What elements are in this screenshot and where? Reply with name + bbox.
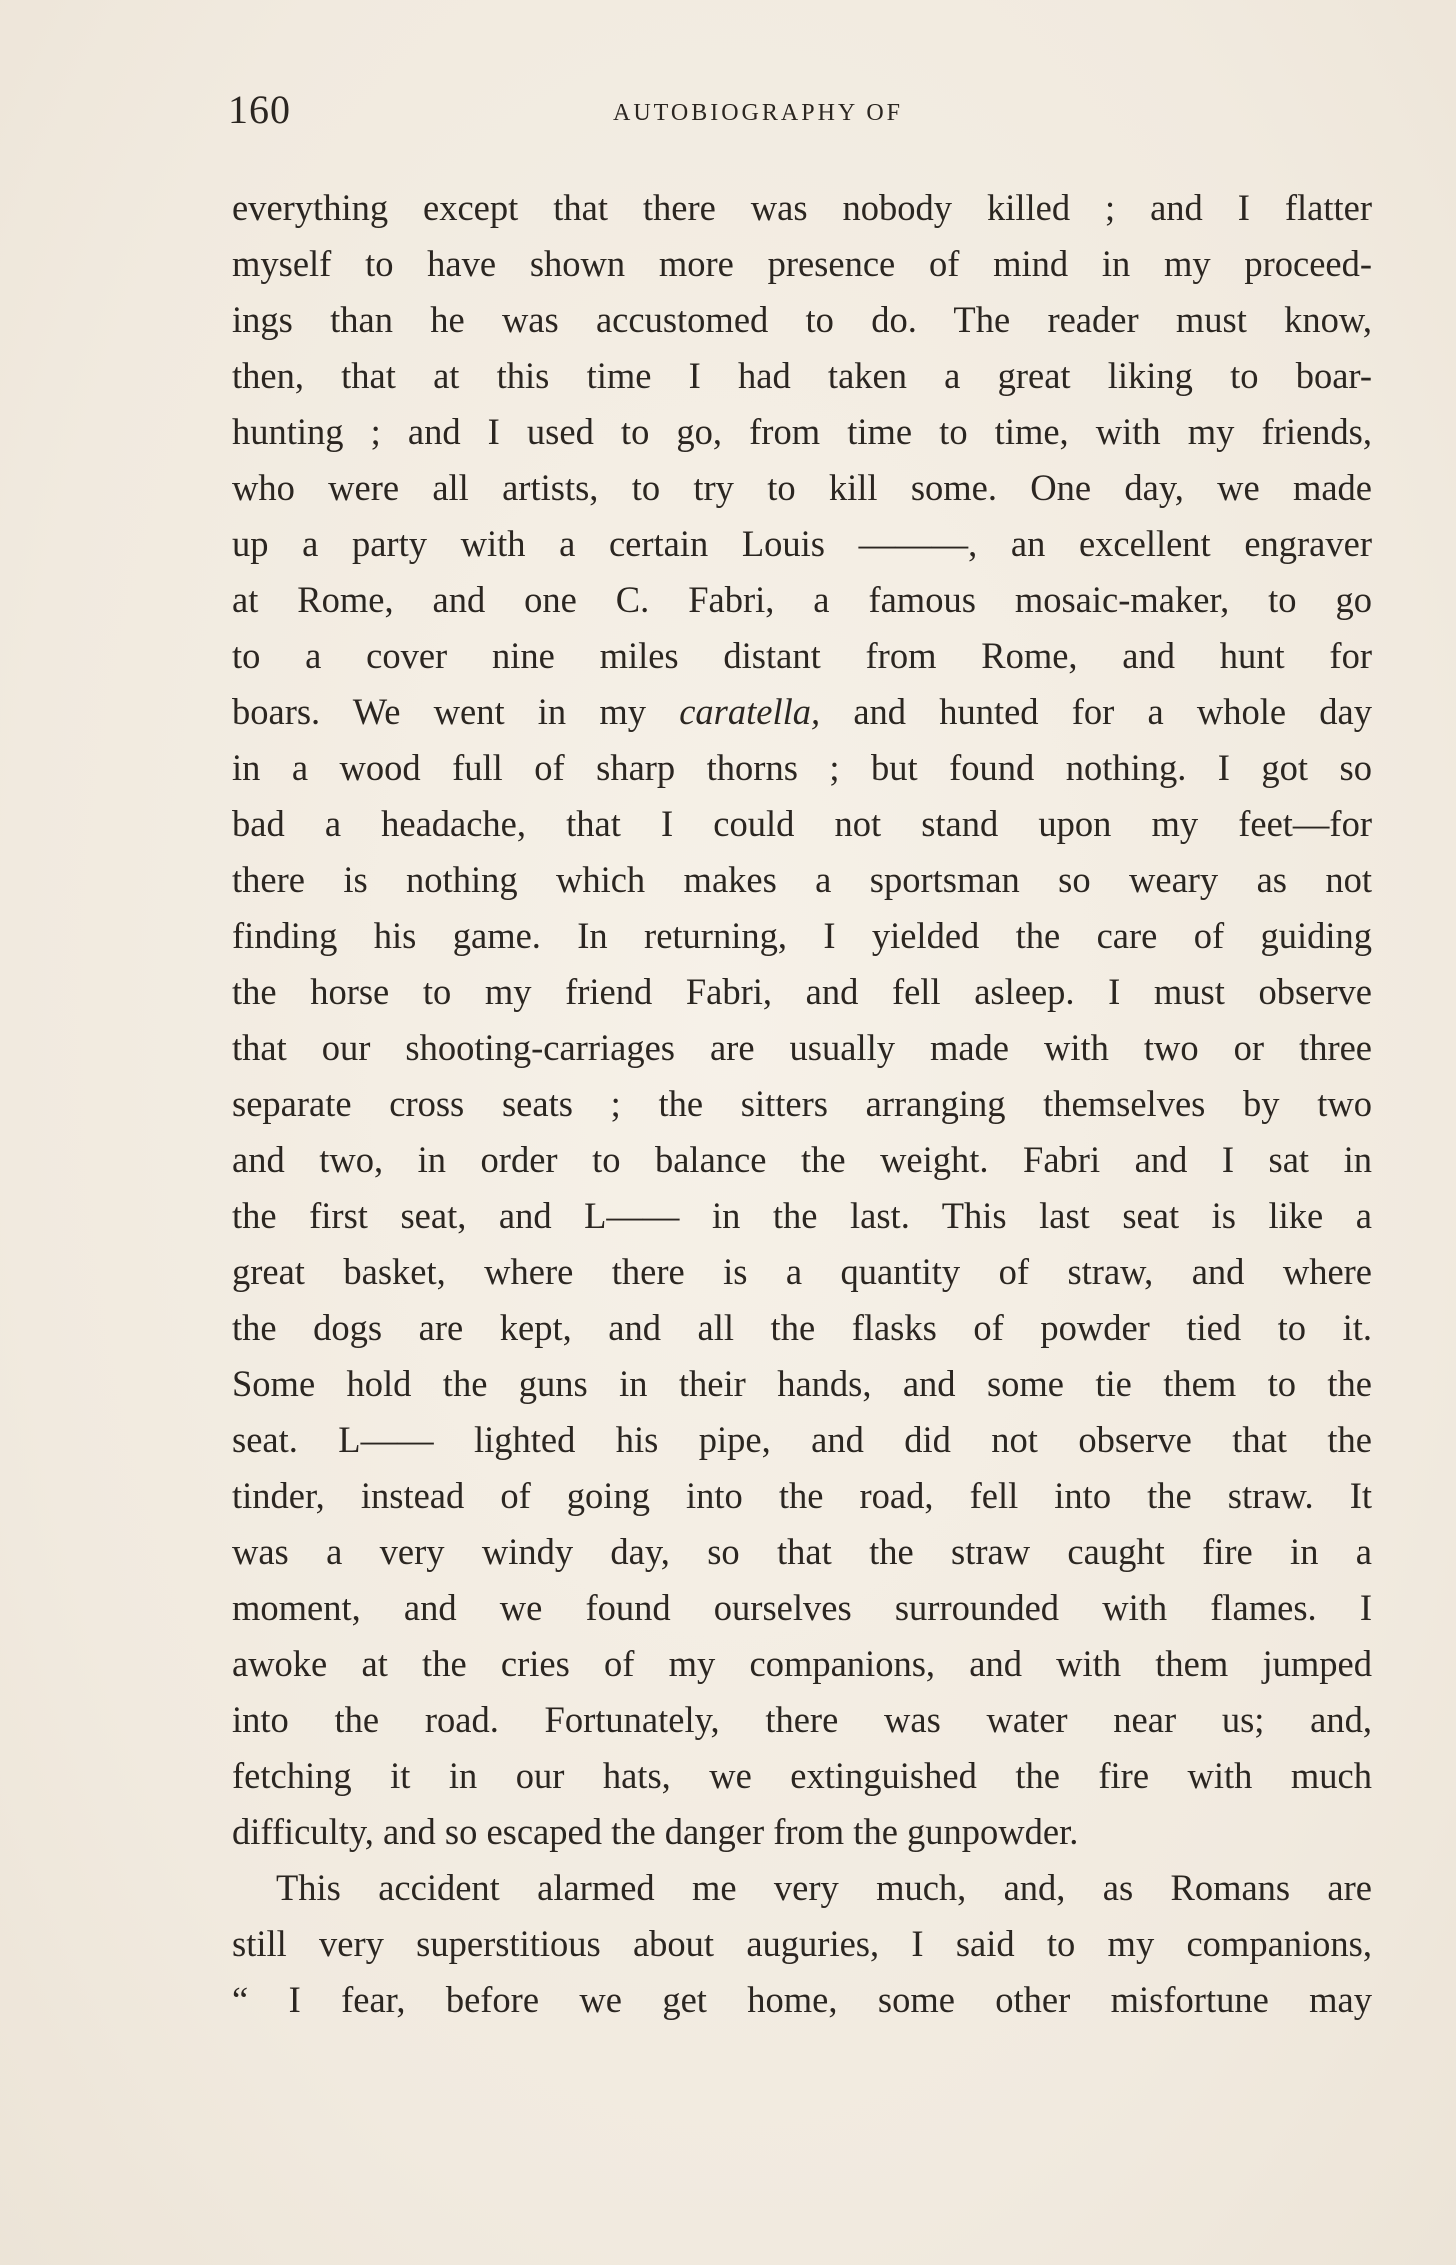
paragraph-2 — [232, 1860, 1372, 2028]
text-line: into the road. Fortunately, there was water near us; and, — [232, 1699, 1372, 1740]
text-line: there is nothing which makes a sportsman so weary as not — [232, 859, 1372, 900]
text-line: everything except that there was nobody killed ; and I flatter — [232, 187, 1372, 228]
text-line: was a very windy day, so that the straw caught fire in a — [232, 1531, 1372, 1572]
text-line: the horse to my friend Fabri, and fell asleep. I must observe — [232, 971, 1372, 1012]
italic-word: caratella, — [679, 691, 821, 732]
text-line: up a party with a certain Louis ———, an excellent engraver — [232, 523, 1372, 564]
text-line: myself to have shown more presence of mind in my proceed- — [232, 243, 1372, 284]
text-line: tinder, instead of going into the road, fell into the straw. It — [232, 1475, 1372, 1516]
text-line-with-italic — [232, 684, 1372, 740]
text-line: awoke at the cries of my companions, and with them jumped — [232, 1643, 1372, 1684]
text-line: difficulty, and so escaped the danger from the gunpowder. — [232, 1811, 1079, 1852]
text-line: fetching it in our hats, we extinguished the fire with much — [232, 1755, 1372, 1796]
text-line: at Rome, and one C. Fabri, a famous mosaic-maker, to go — [232, 579, 1372, 620]
text-line: still very superstitious about auguries, I said to my companions, — [232, 1923, 1372, 1964]
text-line: that our shooting-carriages are usually made with two or three — [232, 1027, 1372, 1068]
text-line: the dogs are kept, and all the flasks of powder tied to it. — [232, 1307, 1372, 1348]
page-number: 160 — [228, 87, 291, 132]
text-line: who were all artists, to try to kill some. One day, we made — [232, 467, 1372, 508]
text-line: finding his game. In returning, I yielded the care of guiding — [232, 915, 1372, 956]
text-line: and two, in order to balance the weight. Fabri and I sat in — [232, 1139, 1372, 1180]
text-segment: boars. We went in my — [232, 691, 680, 732]
text-line: great basket, where there is a quantity of straw, and where — [232, 1251, 1372, 1292]
text-line: moment, and we found ourselves surrounded with flames. I — [232, 1587, 1372, 1628]
text-line: This accident alarmed me very much, and, as Romans are — [276, 1867, 1372, 1908]
text-line: separate cross seats ; the sitters arranging themselves by two — [232, 1083, 1372, 1124]
running-title: AUTOBIOGRAPHY OF — [613, 100, 904, 126]
running-head — [228, 86, 1368, 136]
paragraph-1 — [232, 180, 1372, 1860]
text-line: the first seat, and L—— in the last. This last seat is like a — [232, 1195, 1372, 1236]
text-line: Some hold the guns in their hands, and some tie them to the — [232, 1363, 1372, 1404]
text-line: hunting ; and I used to go, from time to time, with my friends, — [232, 411, 1372, 452]
text-line: ings than he was accustomed to do. The reader must know, — [232, 299, 1372, 340]
text-line: “ I fear, before we get home, some other misfortune may — [232, 1979, 1372, 2020]
text-line: to a cover nine miles distant from Rome, and hunt for — [232, 635, 1372, 676]
text-line: in a wood full of sharp thorns ; but found nothing. I got so — [232, 747, 1372, 788]
body-text — [232, 180, 1372, 2028]
text-line: seat. L—— lighted his pipe, and did not observe that the — [232, 1419, 1372, 1460]
text-line: bad a headache, that I could not stand upon my feet—for — [232, 803, 1372, 844]
text-line: then, that at this time I had taken a great liking to boar- — [232, 355, 1372, 396]
text-segment: and hunted for a whole day — [820, 691, 1372, 732]
